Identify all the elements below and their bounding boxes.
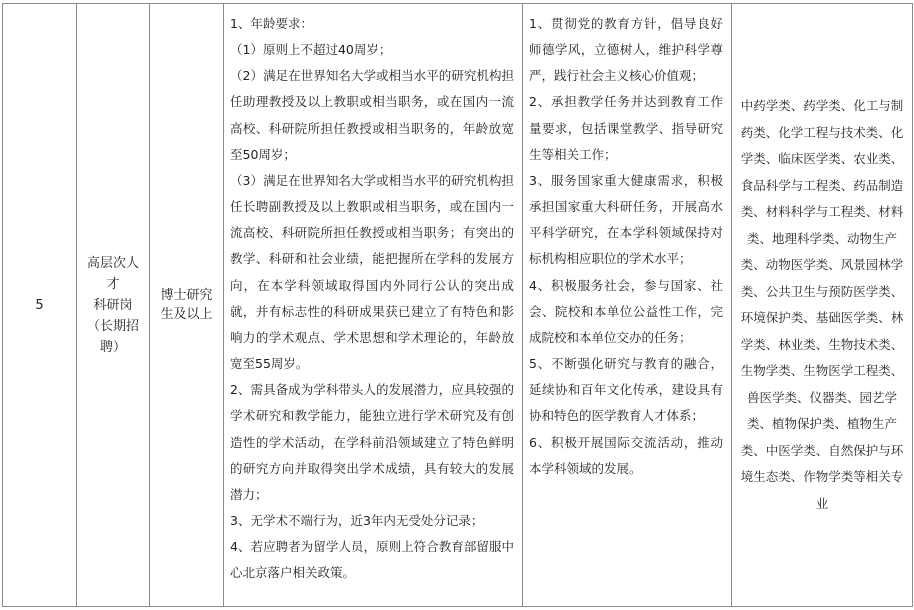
row-number: 5	[3, 4, 77, 607]
position-line: 聘）	[99, 339, 126, 355]
position-line: 才	[106, 276, 120, 292]
requirement-item: 2、需具备成为学科带头人的发展潜力，应具较强的学术研究和教学能力，能独立进行学术研究及有创造性的学术活动，在学科前沿领域建立了特色鲜明的研究方向并取得突出学术成绩，具有较大的发展潜力；	[230, 382, 514, 502]
requirement-item: （2）满足在世界知名大学或相当水平的研究机构担任助理教授及以上教职或相当职务，或在国内一流高校、科研院所担任教授或相当职务的，年龄放宽至50周岁；	[230, 68, 514, 162]
duty-item: 3、服务国家重大健康需求，积极承担国家重大科研任务，开展高水平科学研究，在本学科领域保持对标机构相应职位的学术水平；	[529, 172, 723, 267]
recruitment-table	[2, 3, 913, 607]
duty-item: 4、积极服务社会，参与国家、社会、院校和本单位公益性工作，完成院校和本单位交办的任务；	[529, 277, 723, 345]
requirement-item: （3）满足在世界知名大学或相当水平的研究机构担任长聘副教授及以上教职或相当职务，或在国内一流高校、科研院所担任教授或相当职务；有突出的教学、科研和社会业绩，能把握所在学科的发展方向，在本学科领域取得国内外同行公认的突出成就，并有标志性的科研成果获已建立了有特色和影响力的学术观点、学术思想和学术理论的，年龄放宽至55周岁。	[230, 172, 514, 372]
position-cell	[77, 4, 150, 607]
duty-item: 1、贯彻党的教育方针，倡导良好师德学风，立德树人，维护科学尊严，践行社会主义核心价值观；	[529, 16, 723, 84]
requirement-item: 3、无学术不端行为，近3年内无受处分记录；	[230, 512, 484, 528]
majors-text: 中药学类、药学类、化工与制药类、化学工程与技术类、化学类、临床医学类、农业类、食品科学与工程类、药品制造类、材料科学与工程类、材料类、地理科学类、动物生产类、动物医学类、风景园林学类、公共卫生与预防医学类、环境保护类、基础医学类、林学类、林业类、生物技术类、生物学类、生物医学工程类、兽医学类、仪器类、园艺学类、植物保护类、植物生产类、中医学类、自然保护与环境生态类、作物学类等相关专业	[740, 98, 904, 511]
requirements-cell	[224, 4, 523, 607]
duty-item: 2、承担教学任务并达到教育工作量要求，包括课堂教学、指导研究生等相关工作；	[529, 94, 723, 162]
duty-item: 6、积极开展国际交流活动，推动本学科领域的发展。	[529, 434, 723, 476]
duties-cell	[523, 4, 732, 607]
requirement-item: 1、年龄要求：	[230, 16, 313, 31]
education-cell: 博士研究生及以上	[150, 4, 224, 607]
requirement-item: （1）原则上不超过40周岁；	[230, 42, 392, 58]
position-line: 科研岗	[93, 297, 133, 313]
majors-cell	[732, 4, 913, 607]
position-line: 高层次人	[86, 255, 139, 271]
duty-item: 5、不断强化研究与教育的融合，延续协和百年文化传承，建设具有协和特色的医学教育人才体系；	[529, 356, 723, 424]
requirement-item: 4、若应聘者为留学人员，原则上符合教育部留服中心北京落户相关政策。	[230, 539, 514, 581]
position-line: （长期招	[86, 318, 139, 334]
